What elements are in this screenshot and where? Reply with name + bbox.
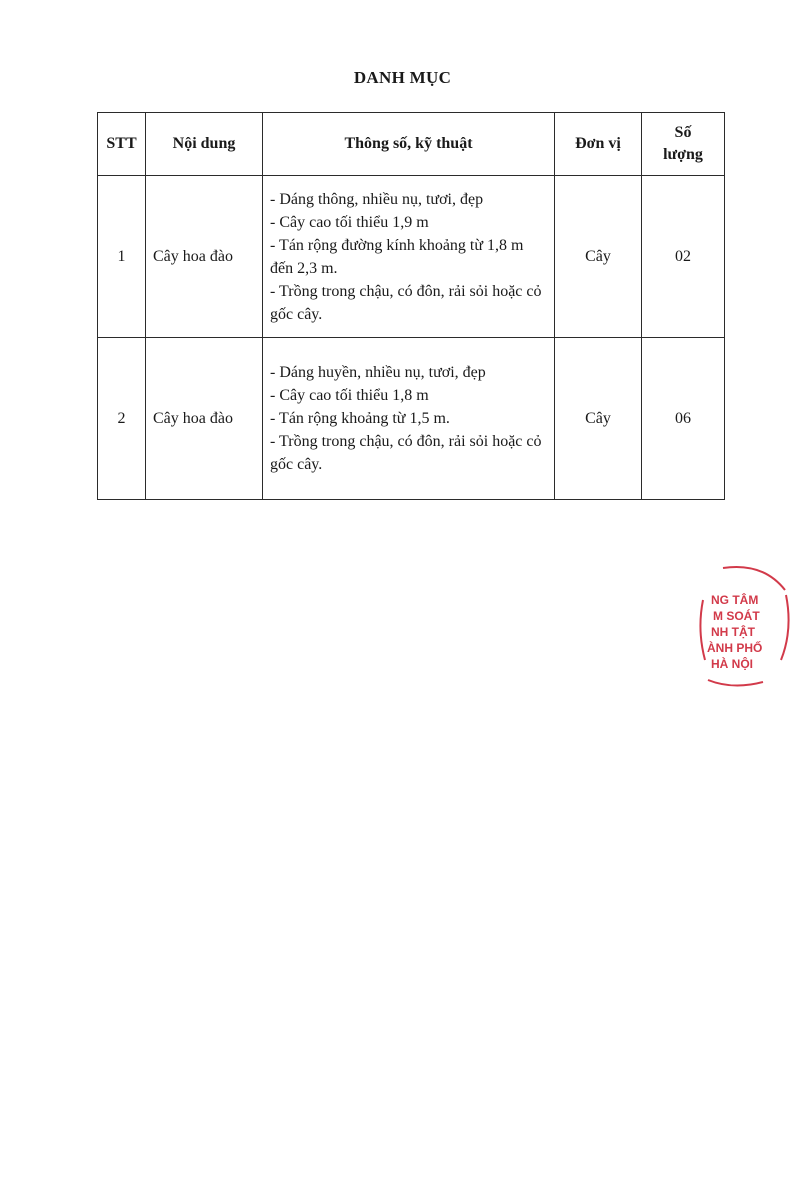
- cell-quantity: 02: [642, 176, 725, 338]
- spec-line: - Trồng trong chậu, có đôn, rải sỏi hoặc cỏ gốc cây.: [270, 433, 542, 473]
- table-row: [98, 176, 725, 338]
- cell-stt: 1: [98, 176, 146, 338]
- spec-line: - Dáng huyền, nhiều nụ, tươi, đẹp: [270, 364, 486, 381]
- stamp-line: NG TÂM: [711, 593, 759, 607]
- header-quantity: [642, 113, 725, 176]
- spec-line: - Cây cao tối thiểu 1,9 m: [270, 213, 429, 231]
- table-header-row: [98, 113, 725, 176]
- stamp-line: HÀ NỘI: [711, 657, 753, 671]
- header-quantity-line1: Số: [674, 124, 692, 141]
- spec-line: - Tán rộng khoảng từ 1,5 m.: [270, 410, 450, 427]
- header-content: Nội dung: [146, 113, 263, 176]
- stamp-line: ÀNH PHỐ: [707, 641, 763, 655]
- cell-content: Cây hoa đào: [146, 338, 263, 500]
- page-title: DANH MỤC: [353, 68, 452, 87]
- cell-spec: [263, 338, 555, 500]
- stamp-line: M SOÁT: [713, 609, 760, 623]
- header-unit: Đơn vị: [555, 113, 642, 176]
- catalog-table: [97, 112, 725, 500]
- cell-stt: 2: [98, 338, 146, 500]
- cell-quantity: 06: [642, 338, 725, 500]
- cell-content: Cây hoa đào: [146, 176, 263, 338]
- cell-spec: [263, 176, 555, 338]
- header-spec: Thông số, kỹ thuật: [263, 113, 555, 176]
- spec-line: - Dáng thông, nhiều nụ, tươi, đẹp: [270, 190, 484, 208]
- stamp-line: NH TẬT: [711, 625, 755, 639]
- header-quantity-line2: lượng: [663, 146, 703, 163]
- official-stamp-icon: [693, 560, 793, 690]
- cell-unit: Cây: [555, 176, 642, 338]
- cell-unit: Cây: [555, 338, 642, 500]
- spec-line: - Trồng trong chậu, có đôn, rải sỏi hoặc cỏ gốc cây.: [270, 282, 542, 323]
- spec-line: - Tán rộng đường kính khoảng từ 1,8 m đến 2,3 m.: [270, 236, 524, 277]
- spec-line: - Cây cao tối thiểu 1,8 m: [270, 387, 429, 404]
- header-stt: STT: [98, 113, 146, 176]
- table-row: [98, 338, 725, 500]
